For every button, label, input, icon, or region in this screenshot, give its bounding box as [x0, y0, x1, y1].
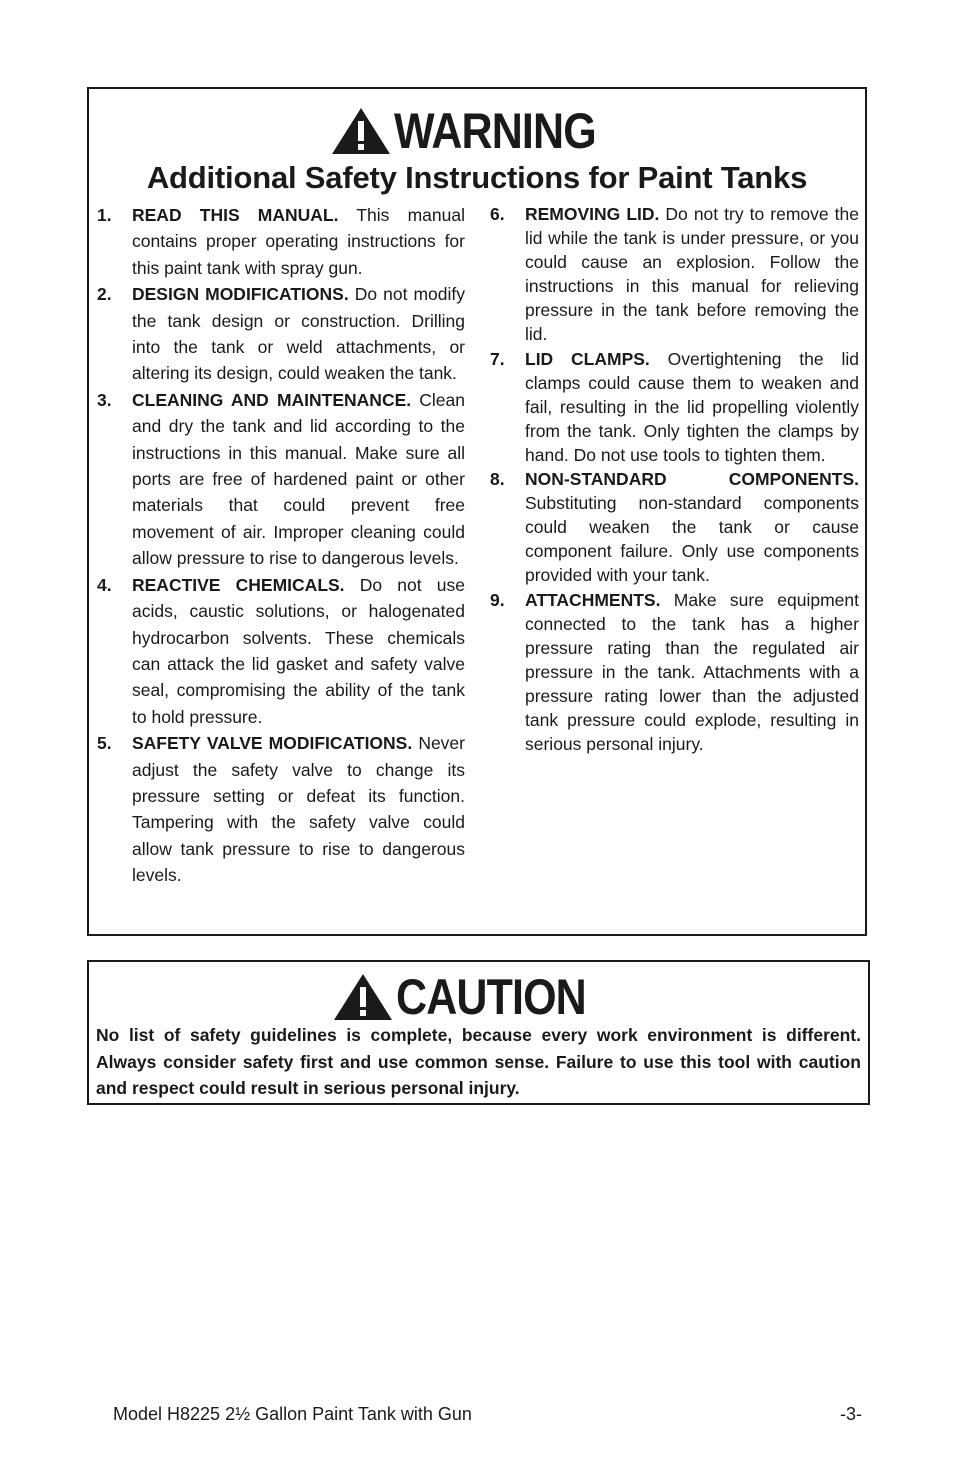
item-text: Never adjust the safety valve to change its pressure setting or defeat its function. Tampering with the safety valve could allow tank pressure to rise to dangerous levels.: [132, 733, 465, 886]
item-title: DESIGN MODIFICATIONS.: [132, 284, 349, 305]
item-title: NON-STANDARD COMPONENTS.: [525, 469, 859, 490]
item-body: [132, 730, 465, 888]
item-body: [525, 467, 859, 587]
list-item: [490, 588, 859, 757]
item-title: REMOVING LID.: [525, 204, 660, 224]
warning-box: [87, 87, 867, 936]
warning-triangle-icon: [330, 106, 392, 156]
item-body: [132, 387, 465, 572]
caution-word: CAUTION: [395, 969, 586, 1025]
item-number: 5.: [97, 733, 112, 754]
list-item: [490, 467, 859, 587]
item-text: Do not modify the tank design or construction. Drilling into the tank or weld attachments, or altering its design, could weaken the tank.: [132, 284, 466, 384]
item-text: Overtightening the lid clamps could cause them to weaken and fail, resulting in the lid propelling violently from the tank. Only tighten the clamps by hand. Do not use tools to tighten them.: [525, 348, 859, 465]
list-item: [490, 347, 859, 467]
caution-box: [87, 960, 870, 1105]
item-title: SAFETY VALVE MODIFICATIONS.: [132, 733, 413, 754]
warning-word: WARNING: [394, 103, 596, 159]
list-item: [97, 730, 465, 888]
warning-subtitle: Additional Safety Instructions for Paint Tanks: [146, 160, 808, 195]
item-body: [525, 588, 859, 757]
warning-list-right: [490, 202, 859, 756]
item-title: LID CLAMPS.: [525, 348, 650, 369]
item-title: READ THIS MANUAL.: [132, 205, 339, 225]
item-text: Do not try to remove the lid while the tank is under pressure, or you could cause an explosion. Follow the instructions in this manual for relieving pressure in the tank before removing the lid.: [525, 204, 859, 345]
item-number: 2.: [97, 284, 112, 305]
caution-triangle-icon: [332, 972, 394, 1022]
caution-text: No list of safety guidelines is complete, because every work environment is different. Always consider safety first and use common sense. Failure to use this tool with caution and respect could result in serious personal injury.: [96, 1025, 861, 1098]
page-number: -3-: [840, 1404, 862, 1424]
item-text: Do not use acids, caustic solutions, or halogenated hydrocarbon solvents. These chemicals can attack the lid gasket and safety valve seal, compromising the ability of the tank to hold pressure.: [132, 574, 466, 727]
item-number: 8.: [490, 469, 505, 490]
item-title: ATTACHMENTS.: [525, 589, 661, 610]
item-text: This manual contains proper operating instructions for this paint tank with spray gun.: [132, 205, 465, 278]
item-body: [525, 347, 859, 467]
item-body: [525, 202, 859, 347]
item-text: Clean and dry the tank and lid according to the instructions in this manual. Make sure all ports are free of hardened paint or other materials that could prevent free movement of air. Improper cleaning could allow pressure to rise to dangerous levels.: [132, 389, 465, 569]
item-number: 4.: [97, 574, 112, 595]
item-body: [132, 281, 465, 387]
list-item: [97, 281, 465, 387]
list-item: [97, 572, 465, 730]
item-body: [132, 202, 465, 281]
item-number: 3.: [97, 389, 112, 410]
item-number: 6.: [490, 204, 505, 224]
item-number: 9.: [490, 589, 505, 610]
item-number: 1.: [97, 205, 112, 225]
list-item: [97, 202, 465, 281]
item-title: REACTIVE CHEMICALS.: [132, 574, 345, 595]
item-text: Make sure equipment connected to the tank has a higher pressure rating than the regulated air pressure in the tank. Attachments with a pressure rating lower than the adjusted tank pressure could explode, resulting in serious personal injury.: [525, 589, 859, 755]
warning-banner: [89, 103, 865, 159]
footer-model: Model H8225 2½ Gallon Paint Tank with Gun: [113, 1404, 472, 1424]
list-item: [97, 387, 465, 572]
caution-banner: [89, 968, 868, 1026]
item-body: [132, 572, 465, 730]
warning-list-left: [97, 202, 465, 889]
item-text: Substituting non-standard components could weaken the tank or cause component failure. Only use components provided with your tank.: [525, 493, 859, 586]
item-title: CLEANING AND MAINTENANCE.: [132, 389, 412, 410]
list-item: [490, 202, 859, 347]
item-number: 7.: [490, 348, 505, 369]
